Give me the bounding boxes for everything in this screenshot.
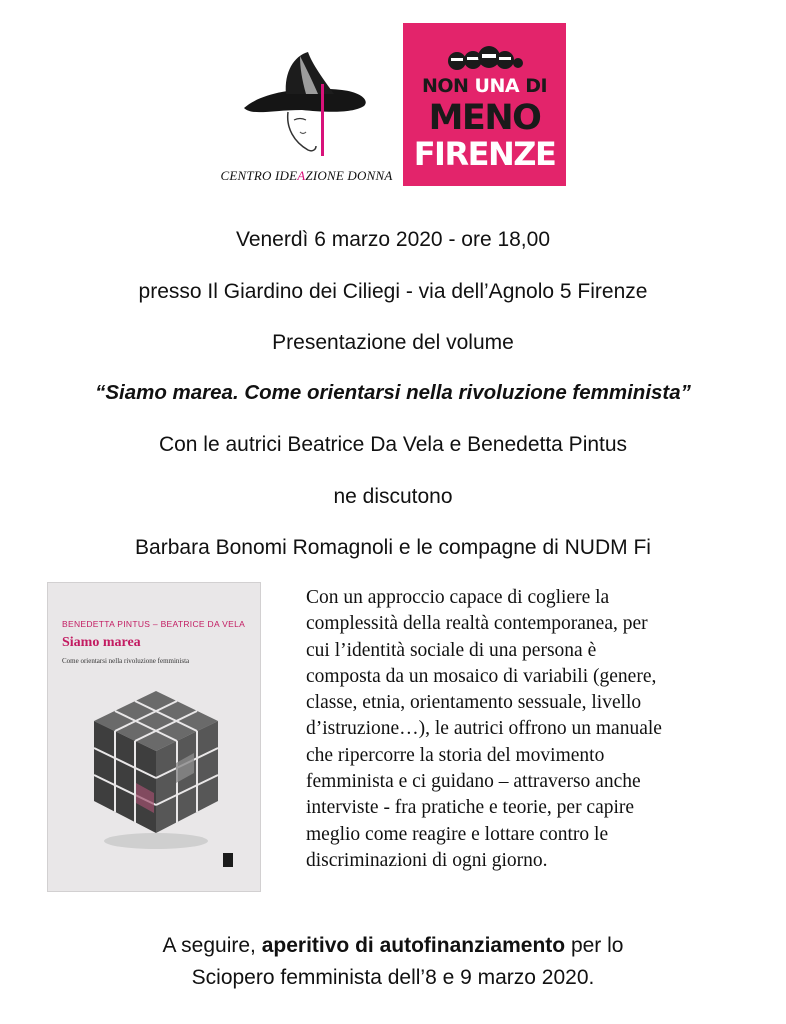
- book-cover-title: Siamo marea: [62, 635, 141, 650]
- authors-line: Con le autrici Beatrice Da Vela e Benedetta Pintus: [158, 433, 628, 456]
- book-cover-authors: BENEDETTA PINTUS – BEATRICE DA VELA: [62, 619, 246, 629]
- book-title-heading: “Siamo marea. Come orientarsi nella rivoluzione femminista”: [95, 381, 691, 404]
- book-description: Con un approccio capace di cogliere la complessità della realtà contemporanea, per cui l’identità sociale di una persona è composta da un mosaico di variabili (genere, classe, etnia, orientamento sessuale, livello d’istruzione…), le autrici offrono un manuale che ripercorre la storia del movimento femminista e ci guidano – attraverso anche interviste - fra pratiche e teorie, per capire meglio come reagire e lottare contro le discriminazioni di ogni giorno.: [306, 587, 662, 871]
- nudm-line-three: FIRENZE: [413, 135, 556, 173]
- footer-line-two: Sciopero femminista dell’8 e 9 marzo 2020.: [191, 966, 595, 989]
- discussion-label: ne discutono: [333, 485, 453, 508]
- centro-ideazione-donna-logo: [214, 50, 399, 190]
- footer-line-one: A seguire, aperitivo di autofinanziamento per lo: [162, 934, 624, 957]
- non-una-di-meno-logo: [403, 23, 566, 186]
- event-date-time: Venerdì 6 marzo 2020 - ore 18,00: [235, 228, 551, 251]
- nudm-line-two: MENO: [428, 98, 541, 138]
- book-cover-subtitle: Come orientarsi nella rivoluzione femminista: [62, 657, 190, 665]
- publisher-logo: [223, 853, 233, 867]
- woman-in-hat-icon: [242, 50, 372, 162]
- matryoshka-faces-icon: [447, 41, 523, 73]
- presentation-label: Presentazione del volume: [272, 331, 514, 354]
- centro-ideazione-donna-label: CENTRO IDEAZIONE DONNA: [220, 168, 393, 183]
- footer-highlight: aperitivo di autofinanziamento: [261, 934, 566, 957]
- photo-cube-image: [86, 683, 226, 853]
- event-location: presso Il Giardino dei Ciliegi - via dell’Agnolo 5 Firenze: [138, 280, 648, 303]
- nudm-line-one: NON UNA DI: [421, 75, 548, 97]
- discussants-line: Barbara Bonomi Romagnoli e le compagne di NUDM Fi: [135, 536, 651, 559]
- book-cover: [47, 582, 261, 892]
